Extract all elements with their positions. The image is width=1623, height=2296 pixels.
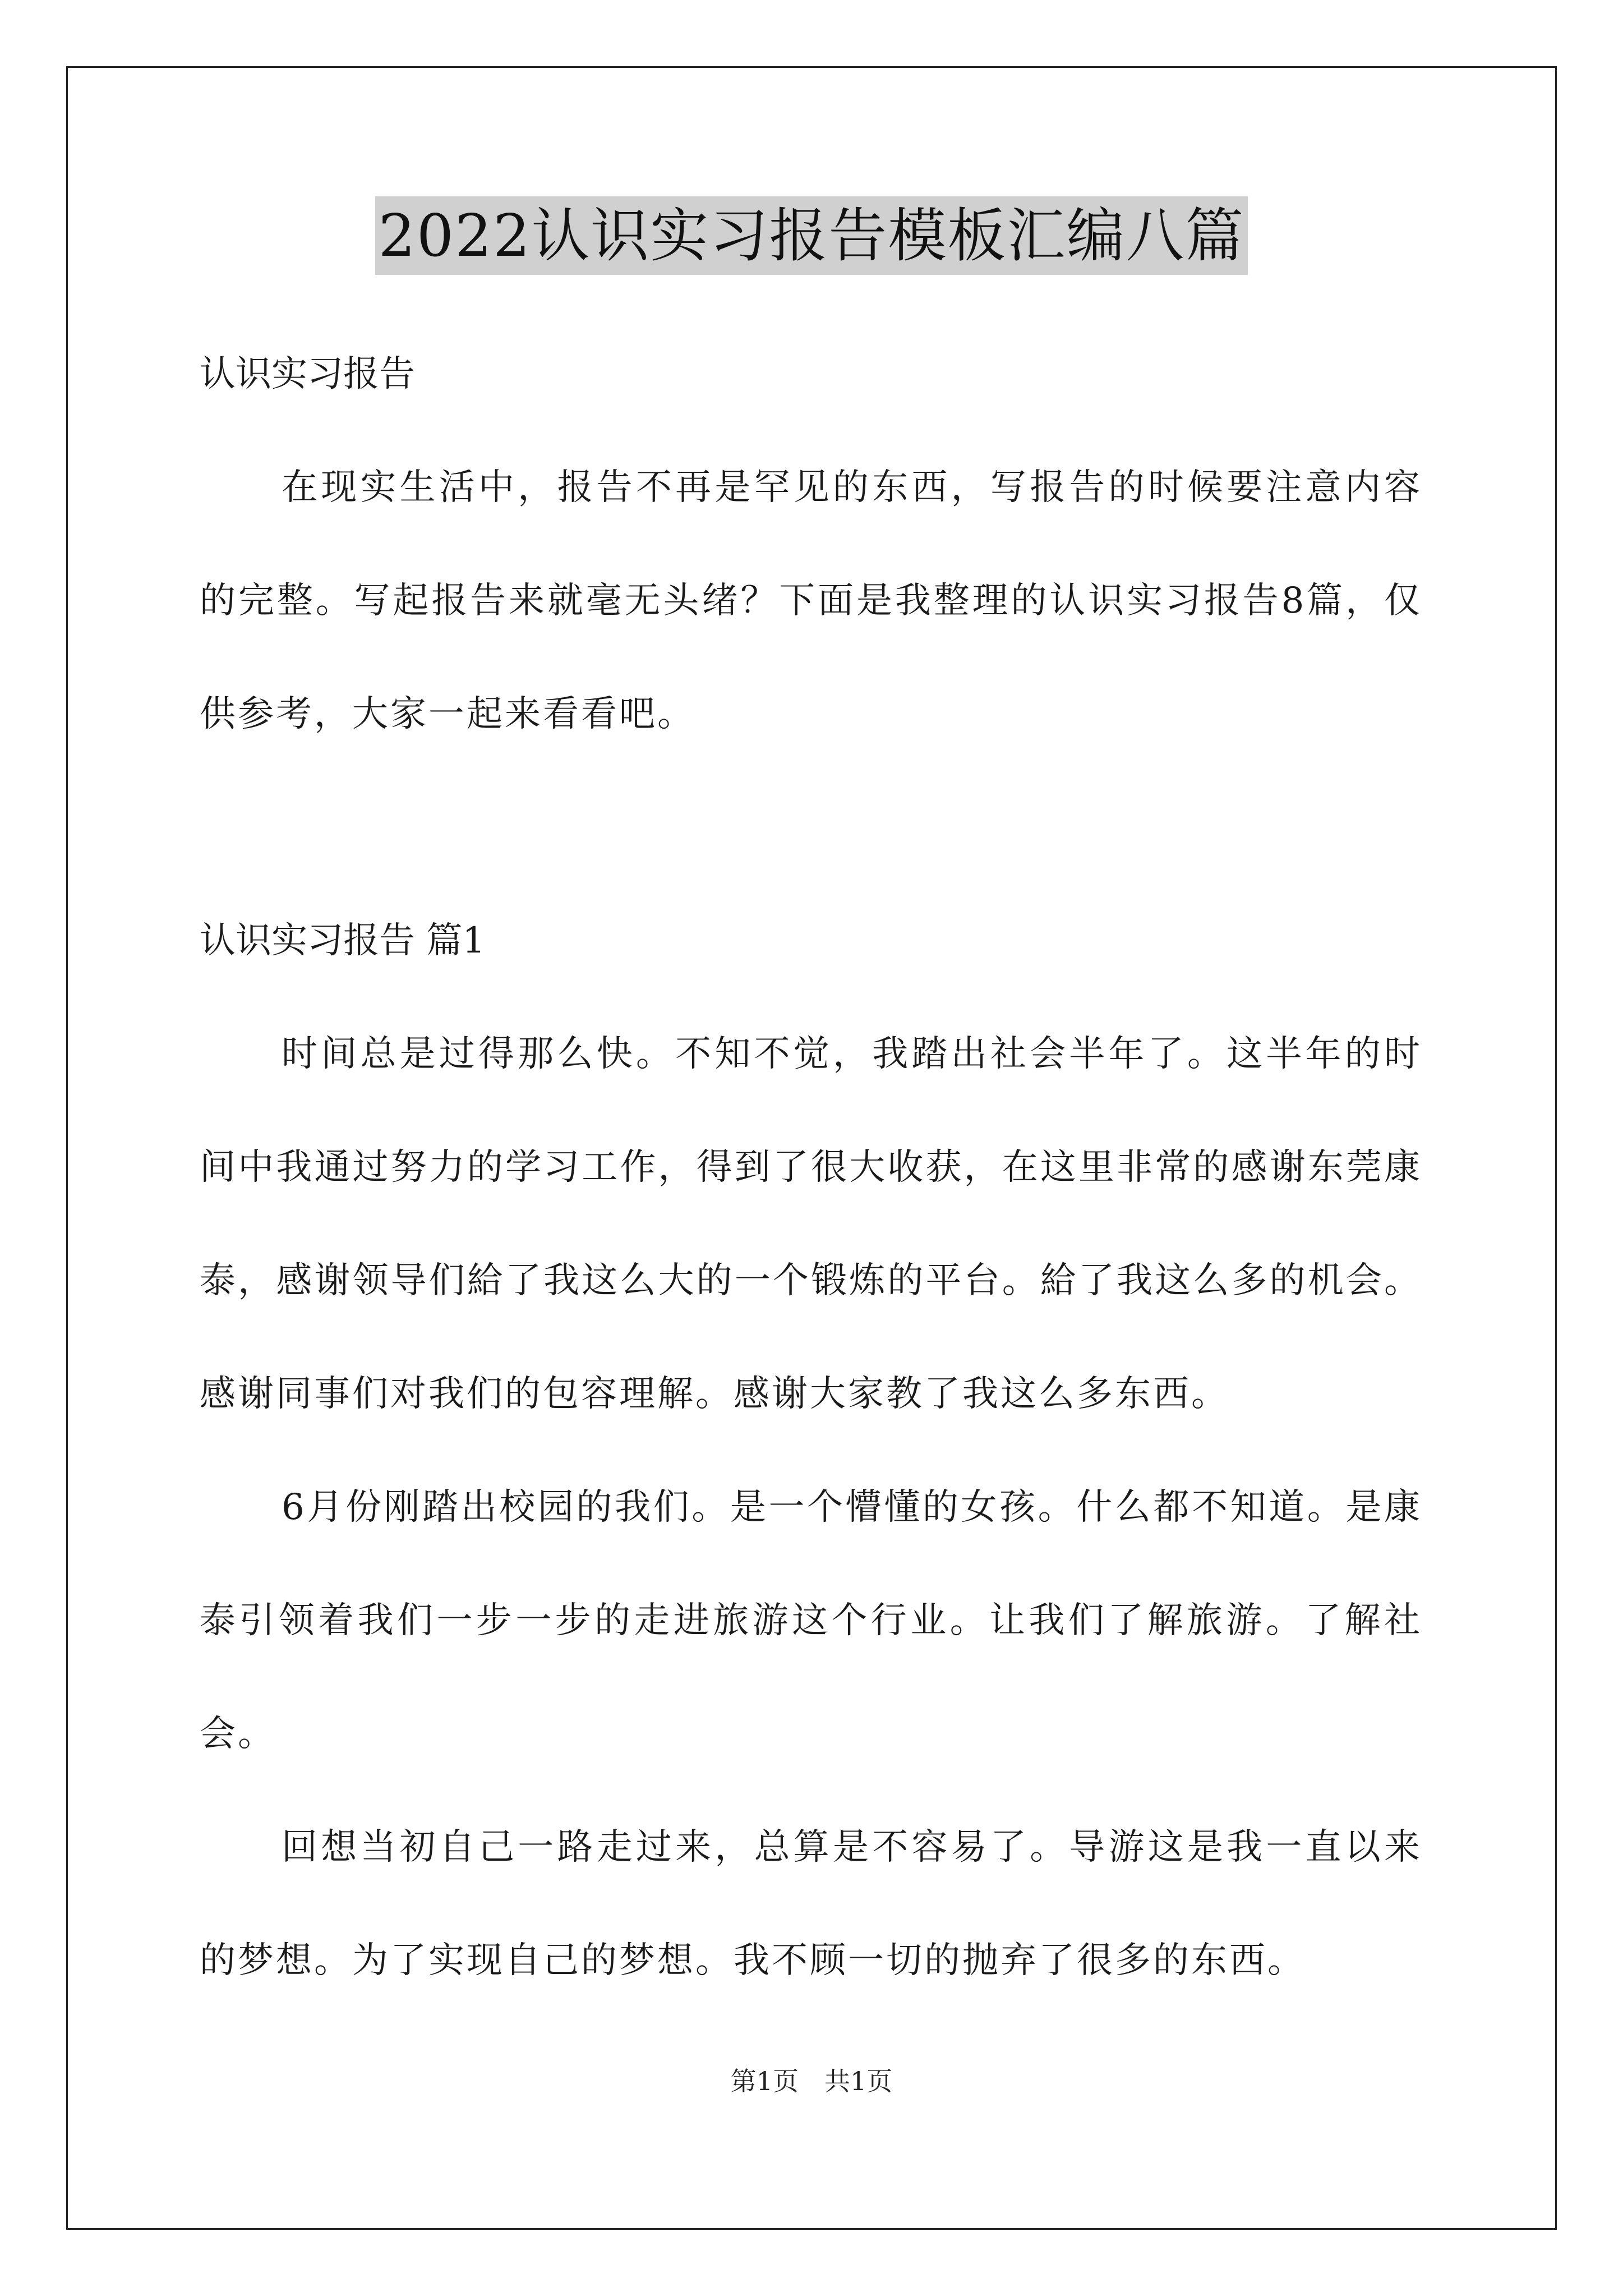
section1-paragraph-3: 回想当初自己一路走过来，总算是不容易了。导游这是我一直以来的梦想。为了实现自己的梦想。我不顾一切的抛弃了很多的东西。 (200, 1826, 1422, 1981)
section1-paragraph-2: 6月份刚踏出校园的我们。是一个懵懂的女孩。什么都不知道。是康泰引领着我们一步一步的走进旅游这个行业。让我们了解旅游。了解社会。 (200, 1487, 1422, 1755)
title-container (0, 196, 1623, 275)
document-title: 2022认识实习报告模板汇编八篇 (375, 196, 1248, 275)
page-footer: 第1页 共1页 (730, 2066, 893, 2096)
section-spacer (200, 771, 1422, 884)
section1-heading: 认识实习报告 篇1 (200, 920, 486, 961)
intro-heading: 认识实习报告 (200, 353, 415, 395)
document-body (200, 318, 1422, 2017)
intro-paragraph: 在现实生活中，报告不再是罕见的东西，写报告的时候要注意内容的完整。写起报告来就毫无头绪？下面是我整理的认识实习报告8篇，仅供参考，大家一起来看看吧。 (200, 467, 1422, 735)
section1-paragraph-1: 时间总是过得那么快。不知不觉，我踏出社会半年了。这半年的时间中我通过努力的学习工作，得到了很大收获，在这里非常的感谢东莞康泰，感谢领导们給了我这么大的一个锻炼的平台。給了我这么多的机会。感谢同事们对我们的包容理解。感谢大家教了我这么多东西。 (200, 1033, 1422, 1415)
